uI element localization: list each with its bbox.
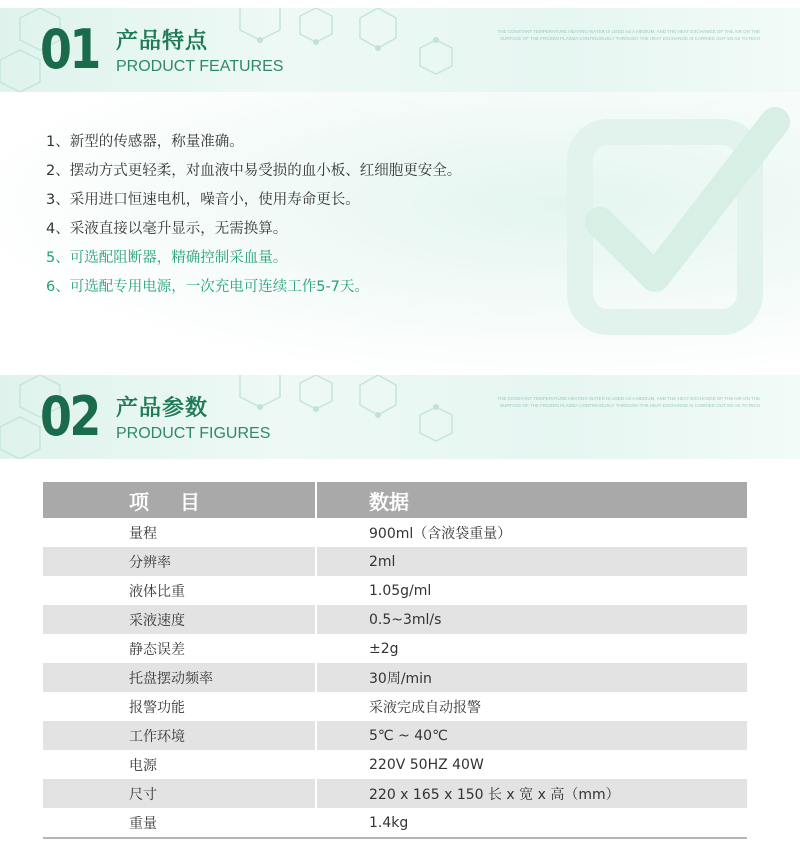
section-number: 02 bbox=[40, 385, 99, 448]
table-row bbox=[43, 576, 747, 605]
section-fine-print: THE CONSTANT TEMPERATURE HEATING WATER IS USED AS A MEDIUM, AND THE HEAT EXCHANGE OF THE AIR ON THE SURFACE OF THE FROZEN PLASMA CONTINUOUSLY THROUGH THE HEAT EXCHANGE IS CARRIED OUT SO AS TO RICH bbox=[497, 29, 760, 41]
table-row bbox=[43, 605, 747, 634]
table-row bbox=[43, 634, 747, 663]
spec-value: 1.4kg bbox=[316, 808, 747, 838]
column-header-data: 数据 bbox=[316, 482, 747, 518]
table-row bbox=[43, 663, 747, 692]
spec-value: 5℃ ~ 40℃ bbox=[316, 721, 747, 750]
column-header-item: 项 目 bbox=[43, 482, 316, 518]
table-row bbox=[43, 547, 747, 576]
section-fine-print: THE CONSTANT TEMPERATURE HEATING WATER IS USED AS A MEDIUM, AND THE HEAT EXCHANGE OF THE AIR ON THE SURFACE OF THE FROZEN PLASMA CONTINUOUSLY THROUGH THE HEAT EXCHANGE IS CARRIED OUT SO AS TO RICH bbox=[497, 396, 760, 408]
spec-value: 220 x 165 x 150 长 x 宽 x 高（mm） bbox=[316, 779, 747, 808]
section-title-en: PRODUCT FEATURES bbox=[116, 58, 284, 75]
spec-label: 尺寸 bbox=[43, 779, 316, 808]
spec-value: ±2g bbox=[316, 634, 747, 663]
section-title-cn: 产品特点 bbox=[116, 29, 209, 54]
table-row bbox=[43, 750, 747, 779]
spec-value: 0.5~3ml/s bbox=[316, 605, 747, 634]
table-row bbox=[43, 779, 747, 808]
section-title-en: PRODUCT FIGURES bbox=[116, 425, 271, 442]
feature-list bbox=[46, 128, 461, 302]
spec-value: 220V 50HZ 40W bbox=[316, 750, 747, 779]
spec-label: 电源 bbox=[129, 757, 157, 774]
spec-label: 静态误差 bbox=[129, 641, 185, 658]
section-banner-features bbox=[0, 8, 800, 92]
feature-item: 2、摆动方式更轻柔，对血液中易受损的血小板、红细胞更安全。 bbox=[46, 163, 462, 179]
spec-label: 报警功能 bbox=[129, 699, 185, 716]
features-section bbox=[0, 92, 800, 372]
feature-item: 3、采用进口恒速电机，噪音小，使用寿命更长。 bbox=[46, 192, 360, 208]
spec-label: 重量 bbox=[43, 808, 316, 838]
table-header-row bbox=[43, 482, 747, 518]
section-banner-figures bbox=[0, 375, 800, 459]
spec-label: 工作环境 bbox=[43, 721, 316, 750]
section-title-cn: 产品参数 bbox=[116, 396, 209, 421]
spec-value: 30周/min bbox=[316, 663, 747, 692]
feature-item-optional: 5、可选配阻断器，精确控制采血量。 bbox=[46, 250, 288, 266]
spec-label: 量程 bbox=[129, 525, 157, 542]
feature-item: 1、新型的传感器，称量准确。 bbox=[46, 134, 244, 150]
spec-table bbox=[43, 482, 747, 839]
spec-label: 采液速度 bbox=[43, 605, 316, 634]
feature-item-optional: 6、可选配专用电源，一次充电可连续工作5-7天。 bbox=[46, 279, 369, 295]
feature-item: 4、采液直接以毫升显示，无需换算。 bbox=[46, 221, 288, 237]
spec-value: 900ml（含液袋重量） bbox=[316, 518, 747, 547]
table-row bbox=[43, 721, 747, 750]
table-row bbox=[43, 808, 747, 838]
checkmark-watermark-icon bbox=[560, 102, 790, 362]
spec-value: 2ml bbox=[316, 547, 747, 576]
table-row bbox=[43, 518, 747, 547]
spec-label: 托盘摆动频率 bbox=[43, 663, 316, 692]
spec-value: 1.05g/ml bbox=[316, 576, 747, 605]
table-row bbox=[43, 692, 747, 721]
spec-label: 分辨率 bbox=[43, 547, 316, 576]
spec-label: 液体比重 bbox=[129, 583, 185, 600]
spec-value: 采液完成自动报警 bbox=[316, 692, 747, 721]
section-number: 01 bbox=[40, 18, 99, 81]
